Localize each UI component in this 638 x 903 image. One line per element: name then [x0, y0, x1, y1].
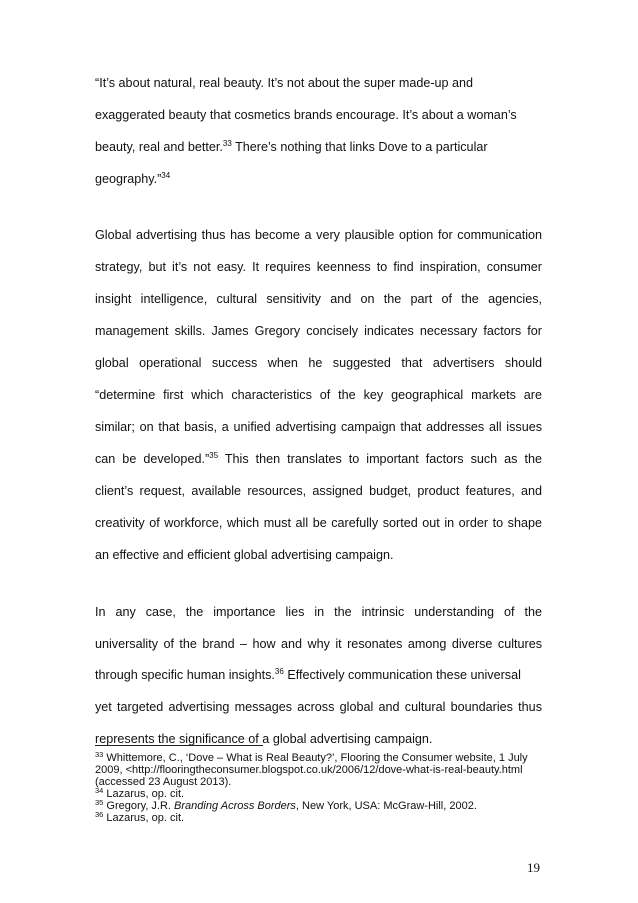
body-line: represents the significance of a global advertising campaign.: [95, 732, 433, 746]
footnote-divider: [95, 745, 263, 746]
body-line: through specific human insights.$^{36}$ Effectively communication these universal: [95, 667, 521, 682]
quote-line: exaggerated beauty that cosmetics brands encourage. It’s about a woman’s: [95, 108, 517, 122]
footnote-33: $^{33}$ Whittemore, C., ‘Dove – What is Real Beauty?’, Flooring the Consumer website, 1 July: [95, 750, 528, 764]
quote-line: beauty, real and better.$^{33}$ There’s nothing that links Dove to a particular: [95, 139, 488, 154]
body-line: yet targeted advertising messages across global and cultural boundaries thus: [95, 700, 542, 714]
body-line: global operational success when he suggested that advertisers should: [95, 356, 542, 370]
body-line: creativity of workforce, which must all be carefully sorted out in order to shape: [95, 516, 542, 530]
footnote-ref: 34: [161, 171, 171, 180]
footnote-33-cont: 2009, <http://flooringtheconsumer.blogspot.co.uk/2006/12/dove-what-is-real-beauty.html: [95, 764, 523, 776]
body-line: universality of the brand – how and why it resonates among diverse cultures: [95, 637, 542, 651]
body-line: management skills. James Gregory concisely indicates necessary factors for: [95, 324, 542, 338]
footnote-ref: 36: [274, 667, 284, 676]
body-line: similar; on that basis, a unified advertising campaign that addresses all issues: [95, 420, 542, 434]
body-line: Global advertising thus has become a very plausible option for communication: [95, 228, 542, 242]
body-line: “determine first which characteristics of the key geographical markets are: [95, 388, 542, 402]
body-line: strategy, but it’s not easy. It requires keenness to find inspiration, consumer: [95, 260, 542, 274]
footnote-35: $^{35}$ Gregory, J.R. Branding Across Borders, New York, USA: McGraw-Hill, 2002.: [95, 798, 477, 812]
footnote-36: $^{36}$ Lazarus, op. cit.: [95, 810, 185, 824]
footnote-34: $^{34}$ Lazarus, op. cit.: [95, 786, 185, 800]
body-line: In any case, the importance lies in the intrinsic understanding of the: [95, 605, 542, 619]
body-line: client’s request, available resources, assigned budget, product features, and: [95, 484, 542, 498]
footnote-33-cont: (accessed 23 August 2013).: [95, 776, 232, 788]
body-line: an effective and efficient global advertising campaign.: [95, 548, 394, 562]
body-line: can be developed.”$^{35}$ This then translates to important factors such as the: [95, 452, 542, 466]
footnote-ref: 33: [222, 139, 232, 148]
footnote-ref: 35: [209, 452, 219, 460]
quote-line: “It’s about natural, real beauty. It’s not about the super made-up and: [95, 76, 474, 90]
page-number: 19: [527, 860, 540, 875]
body-line: insight intelligence, cultural sensitivity and on the part of the agencies,: [95, 292, 542, 306]
quote-line: geography.”$^{34}$: [95, 171, 171, 186]
